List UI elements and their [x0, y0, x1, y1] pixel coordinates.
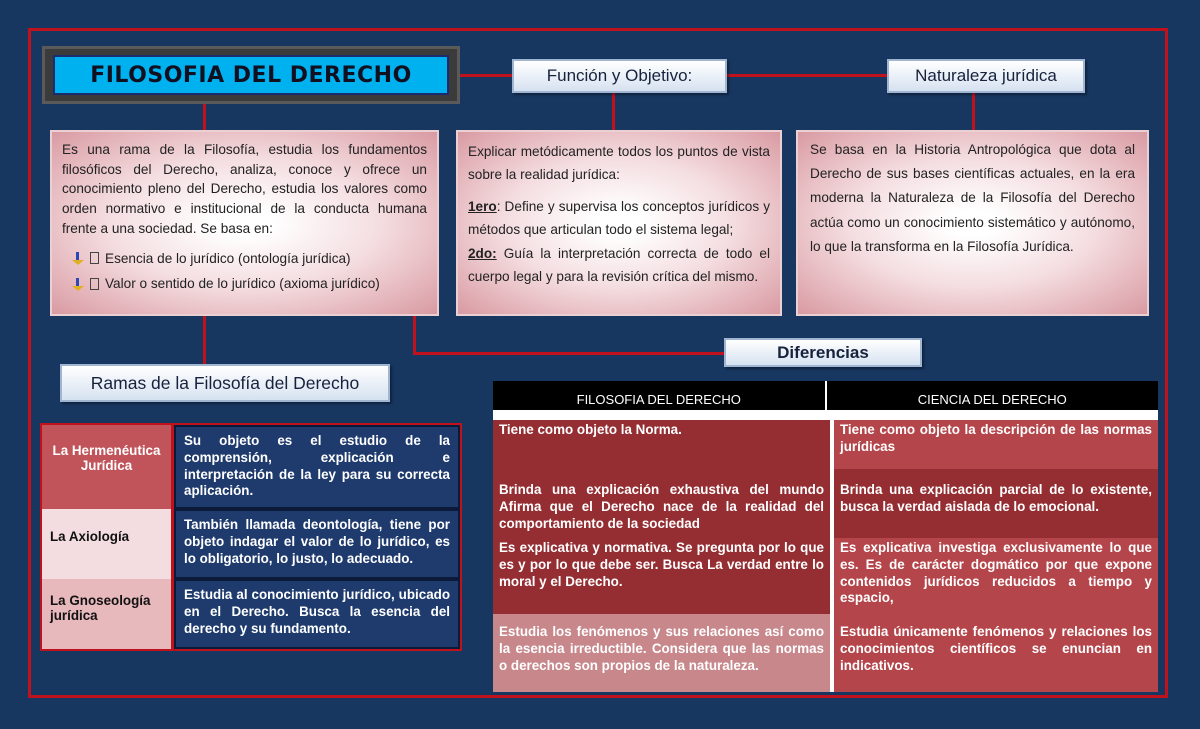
funcion-label: Función y Objetivo:	[546, 66, 693, 85]
checkbox-glyph-icon	[90, 252, 99, 264]
connector-title-definicion	[203, 104, 206, 130]
definicion-bullet-text: Valor o sentido de lo jurídico (axioma jurídico)	[105, 276, 380, 292]
diferencias-cell: Estudia únicamente fenómenos y relaciones los conocimientos científicos se enuncian en indicativos.	[834, 614, 1158, 692]
ramas-row-name: La Gnoseología jurídica	[42, 579, 174, 649]
funcion-point2	[468, 242, 770, 289]
diferencias-cell: Tiene como objeto la descripción de las normas jurídicas	[834, 420, 1158, 469]
definicion-bullet	[72, 274, 427, 294]
ramas-row-desc: Su objeto es el estudio de la comprensión, explicación e interpretación de la ley para su correcta aplicación.	[174, 425, 460, 509]
connector-funcion-box	[612, 93, 615, 131]
arrow-down-icon	[72, 252, 84, 264]
connector-title-funcion	[460, 74, 514, 77]
ramas-row	[42, 509, 460, 579]
ramas-table	[40, 423, 462, 651]
diferencias-label: Diferencias	[777, 342, 869, 362]
diferencias-cell: Brinda una explicación parcial de lo existente, busca la verdad aislada de lo emocional.	[834, 480, 1158, 538]
diferencias-cell: Tiene como objeto la Norma.	[493, 420, 830, 480]
ramas-row-desc: Estudia al conocimiento jurídico, ubicado en el Derecho. Busca la esencia del derecho y su fundamento.	[174, 579, 460, 649]
ramas-label-box	[60, 364, 390, 402]
ramas-row	[42, 425, 460, 509]
diferencias-header-row	[493, 381, 1158, 410]
main-title-box	[42, 46, 460, 104]
diferencias-cell: Brinda una explicación exhaustiva del mundo Afirma que el Derecho nace de la realidad del comportamiento de la sociedad	[493, 480, 830, 538]
naturaleza-text: Se basa en la Historia Antropológica que dota al Derecho de sus bases científicas actuales, en la era moderna la Naturaleza de la Filosofía del Derecho actúa como un conocimiento sistemático y autónomo, lo que la transforma en la Filosofía Jurídica.	[810, 142, 1135, 254]
connector-diferencias-vertical	[413, 316, 416, 354]
diferencias-label-box	[724, 338, 922, 367]
main-title: FILOSOFIA DEL DERECHO	[90, 62, 412, 88]
funcion-box	[456, 130, 782, 316]
diferencias-cell: Es explicativa y normativa. Se pregunta por lo que es y por lo que debe ser. Busca La verdad entre lo moral y el Derecho.	[493, 538, 830, 614]
naturaleza-label: Naturaleza jurídica	[915, 66, 1057, 85]
funcion-point1-text: : Define y supervisa los conceptos jurídicos y métodos que articulan todo el sistema legal;	[468, 198, 770, 238]
funcion-intro: Explicar metódicamente todos los puntos de vista sobre la realidad jurídica:	[468, 144, 770, 183]
diferencias-header-cell: CIENCIA DEL DERECHO	[917, 392, 1067, 407]
ramas-row-name: La Axiología	[42, 509, 174, 579]
diferencias-table	[493, 381, 1158, 692]
connector-naturaleza-box	[972, 93, 975, 131]
diferencias-cell-spacer	[834, 469, 1158, 480]
connector-funcion-naturaleza	[727, 74, 889, 77]
arrow-down-icon	[72, 278, 84, 290]
ramas-row-name: La Hermenéutica Jurídica	[42, 425, 174, 509]
ramas-row	[42, 579, 460, 649]
main-title-fill	[53, 55, 449, 95]
funcion-point2-text: Guía la interpretación correcta de todo el cuerpo legal y para la revisión crítica del mismo.	[468, 245, 770, 284]
naturaleza-box	[796, 130, 1149, 316]
funcion-label-box	[512, 59, 727, 93]
connector-diferencias-horizontal	[413, 352, 725, 355]
ramas-label: Ramas de la Filosofía del Derecho	[90, 372, 360, 393]
definicion-bullet-text: Esencia de lo jurídico (ontología jurídica)	[105, 250, 351, 266]
definicion-text: Es una rama de la Filosofía, estudia los fundamentos filosóficos del Derecho, analiza, conoce y ofrece un conocimiento pleno del Derecho, estudia los valores como orden normativo e institucional de la conducta humana frente a una sociedad. Se basa en:	[62, 142, 427, 236]
definicion-box	[50, 130, 439, 316]
diferencias-cell: Es explicativa investiga exclusivamente lo que es. Es de carácter dogmático por que expone contenidos jurídicos reducidos a tiempo y espacio,	[834, 538, 1158, 614]
naturaleza-label-box	[887, 59, 1085, 93]
connector-definicion-ramas	[203, 316, 206, 364]
diferencias-cell: Estudia los fenómenos y sus relaciones así como la esencia irreductible. Considera que las normas o derechos son propios de la naturaleza.	[493, 614, 830, 692]
funcion-point1	[468, 195, 770, 242]
definicion-bullet	[72, 249, 427, 269]
diferencias-header-cell: FILOSOFIA DEL DERECHO	[493, 381, 827, 410]
definicion-bullets	[62, 249, 427, 294]
checkbox-glyph-icon	[90, 278, 99, 290]
ramas-row-desc: También llamada deontología, tiene por objeto indagar el valor de lo jurídico, es lo obligatorio, lo justo, lo adecuado.	[174, 509, 460, 579]
funcion-point2-tag: 2do:	[468, 245, 497, 261]
funcion-point1-tag: 1ero	[468, 198, 497, 214]
